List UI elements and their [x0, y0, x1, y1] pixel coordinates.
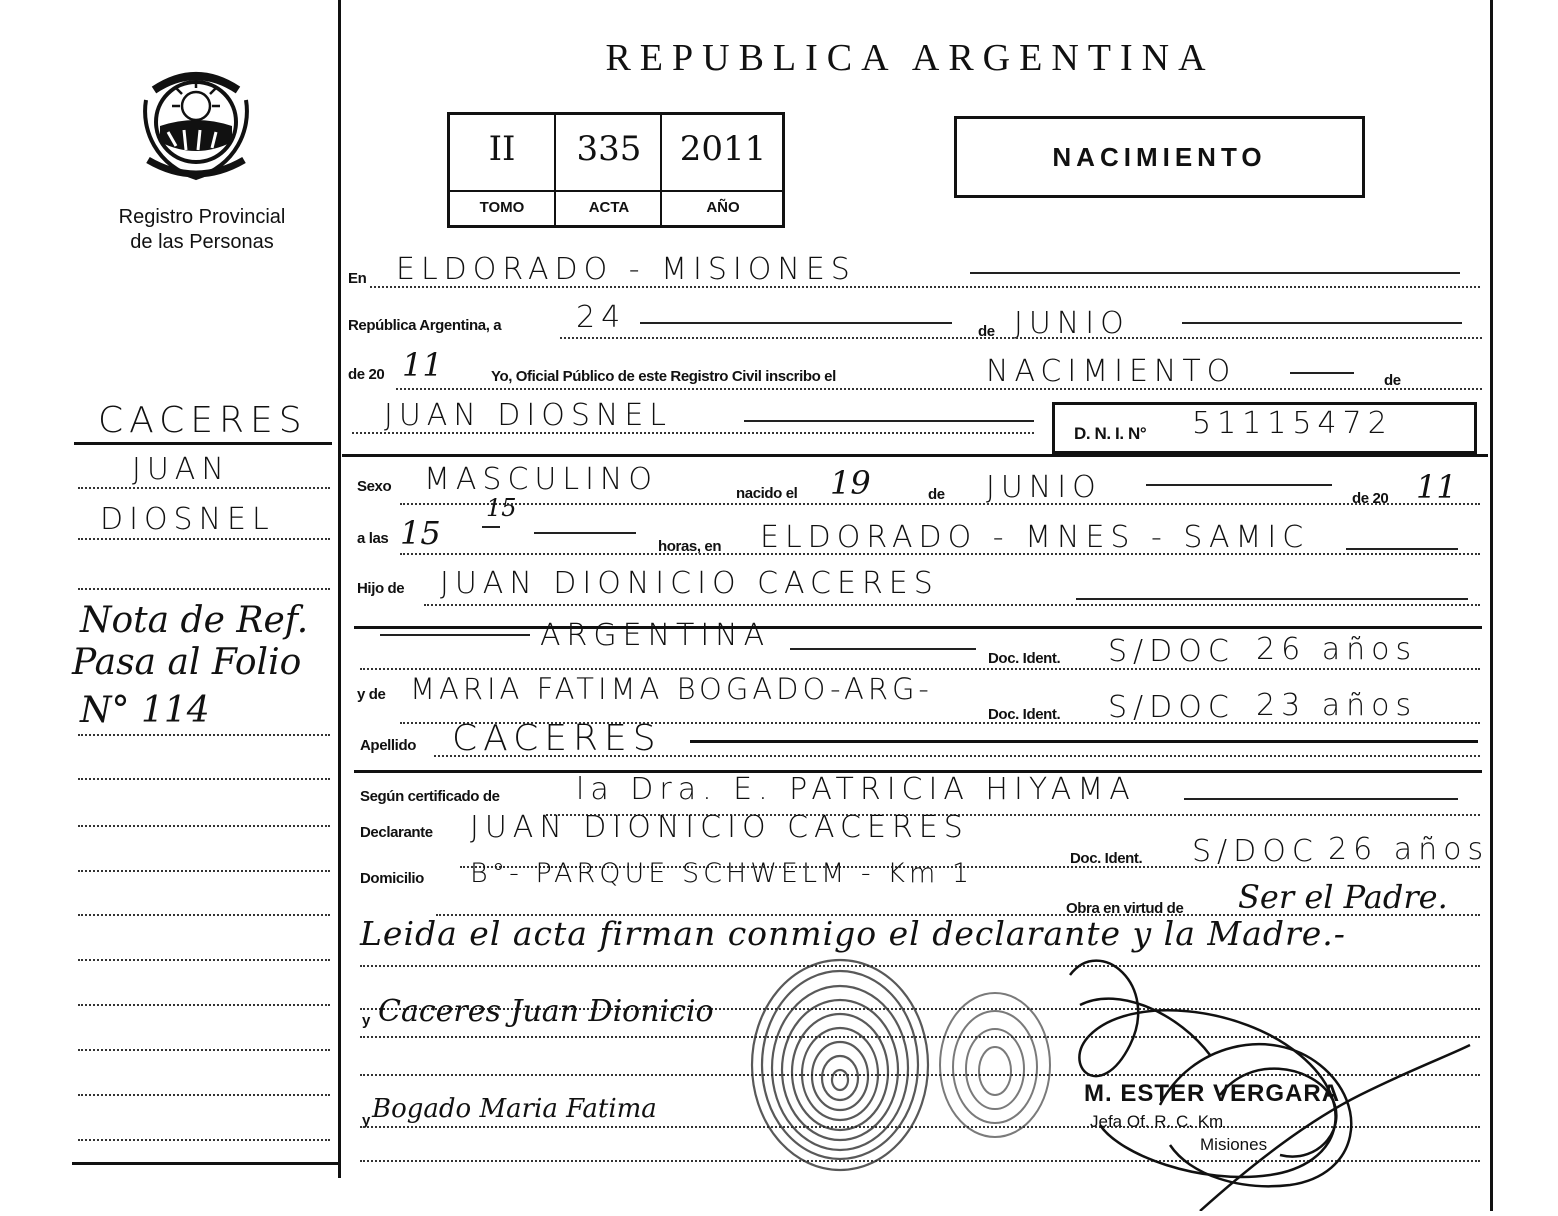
- agency-line-2: de las Personas: [130, 231, 274, 253]
- father-field: JUAN DIONICIO CACERES: [440, 566, 939, 601]
- margin-bottom-rule: [72, 1162, 338, 1165]
- alas-label: a las: [357, 530, 389, 547]
- form-line: [560, 337, 1482, 339]
- signature-mother: Bogado Maria Fatima: [372, 1094, 657, 1124]
- margin-line: [78, 588, 330, 590]
- y-label-1: y: [362, 1012, 370, 1029]
- margin-line: [78, 487, 330, 489]
- fill-stroke: [1182, 322, 1462, 324]
- anio-label: AÑO: [662, 190, 784, 227]
- doc-label-2: Doc. Ident.: [988, 706, 1061, 723]
- form-line: [400, 503, 1480, 505]
- margin-divider: [338, 0, 341, 1178]
- de-label: de: [978, 323, 995, 340]
- hour-field: 15: [400, 514, 441, 552]
- page-edge-rule: [1490, 0, 1493, 1211]
- certifier-field: la Dra. E. PATRICIA HIYAMA: [576, 772, 1136, 807]
- surname-field: CACERES: [452, 718, 662, 759]
- closing-statement: Leida el acta firman conmigo el declarante y la Madre.-: [360, 914, 1346, 953]
- anio-value: 2011: [679, 129, 767, 169]
- dni-field: 51115472: [1192, 406, 1393, 441]
- fill-stroke: [380, 634, 530, 636]
- anio-cell: [660, 115, 784, 225]
- y-label-2: y: [362, 1112, 370, 1129]
- margin-ref-line-3: N° 114: [80, 690, 210, 731]
- coat-of-arms-icon: [136, 60, 256, 185]
- acta-label: ACTA: [556, 190, 662, 227]
- section-rule: [354, 626, 1482, 629]
- form-line: [424, 604, 1480, 606]
- doc-label-3: Doc. Ident.: [1070, 850, 1143, 867]
- form-line: [370, 286, 1480, 288]
- doc-label: Doc. Ident.: [988, 650, 1061, 667]
- margin-ref-line-2: Pasa al Folio: [72, 642, 302, 683]
- form-line: [396, 388, 1482, 390]
- fill-stroke: [1076, 598, 1468, 600]
- horas-label: horas, en: [658, 538, 722, 555]
- margin-line: [78, 1049, 330, 1051]
- margin-line: [78, 538, 330, 540]
- acta-cell: [554, 115, 662, 225]
- fill-stroke: [970, 272, 1460, 274]
- section-rule: [342, 454, 1488, 457]
- margin-divider-line: [74, 442, 332, 445]
- fill-stroke: [1146, 484, 1332, 486]
- child-name-field: JUAN DIOSNEL: [384, 398, 673, 433]
- birth-day-field: 19: [830, 464, 871, 502]
- yde-label: y de: [357, 686, 386, 703]
- stamp-line-2: Jefa Of. R. C. Km: [1090, 1112, 1224, 1131]
- mother-age-field: 23 años: [1256, 688, 1418, 723]
- act-type-box: NACIMIENTO: [954, 116, 1365, 198]
- en-label: En: [348, 270, 367, 287]
- stamp-line-3: Misiones: [1200, 1135, 1268, 1154]
- fill-stroke: [482, 526, 500, 528]
- margin-line: [78, 1139, 330, 1141]
- margin-line: [78, 778, 330, 780]
- fill-stroke: [640, 322, 952, 324]
- sexo-label: Sexo: [357, 478, 392, 495]
- day-field: 24: [576, 300, 627, 335]
- dni-label: D. N. I. N°: [1074, 424, 1147, 443]
- fill-stroke: [1184, 798, 1458, 800]
- birth-month-field: JUNIO: [986, 470, 1102, 505]
- nacido-label: nacido el: [736, 485, 798, 502]
- inscribo-field: NACIMIENTO: [986, 354, 1237, 389]
- agency-line-1: Registro Provincial: [118, 206, 286, 228]
- tomo-label: TOMO: [450, 190, 554, 227]
- declarant-age-field: 26 años: [1328, 832, 1490, 867]
- father-doc-field: S/DOC: [1108, 634, 1235, 669]
- form-line: [400, 553, 1480, 555]
- margin-name-1: JUAN: [132, 452, 230, 487]
- de-label-2: de: [1384, 372, 1401, 389]
- republica-label: República Argentina, a: [348, 317, 502, 334]
- segun-label: Según certificado de: [360, 788, 500, 805]
- month-field: JUNIO: [1014, 306, 1130, 341]
- de20-label-2: de 20: [1352, 490, 1389, 507]
- fill-stroke: [534, 532, 636, 534]
- fill-stroke: [1290, 372, 1354, 374]
- minutes-field: 15: [486, 494, 517, 522]
- country-title: REPUBLICA ARGENTINA: [605, 37, 1215, 79]
- fill-stroke: [690, 740, 1478, 743]
- address-field: B°- PARQUE SCHWELM - Km 1: [470, 858, 974, 889]
- margin-line: [78, 1004, 330, 1006]
- father-age-field: 26 años: [1256, 632, 1418, 667]
- de20-label: de 20: [348, 366, 385, 383]
- margin-line: [78, 734, 330, 736]
- margin-line: [78, 1094, 330, 1096]
- place-field: ELDORADO - MISIONES: [396, 252, 856, 287]
- fill-stroke: [790, 648, 976, 650]
- fingerprint-icon: [740, 950, 940, 1180]
- capacity-field: Ser el Padre.: [1238, 878, 1448, 916]
- margin-ref-line-1: Nota de Ref.: [80, 600, 309, 641]
- declarant-field: JUAN DIONICIO CACERES: [470, 810, 969, 845]
- signature-father: Caceres Juan Dionicio: [378, 994, 714, 1029]
- margin-line: [78, 870, 330, 872]
- year-suffix-field: 11: [402, 346, 443, 384]
- father-nationality-field: ARGENTINA: [540, 618, 771, 653]
- birth-place-field: ELDORADO - MNES - SAMIC: [760, 520, 1310, 555]
- declarant-doc-field: S/DOC: [1192, 834, 1319, 869]
- apellido-label: Apellido: [360, 737, 416, 754]
- tomo-cell: [450, 115, 554, 225]
- margin-line: [78, 959, 330, 961]
- margin-name-2: DIOSNEL: [100, 502, 275, 537]
- declarante-label: Declarante: [360, 824, 433, 841]
- domicilio-label: Domicilio: [360, 870, 424, 887]
- stamp-name: M. ESTER VERGARA: [1084, 1080, 1341, 1107]
- margin-line: [78, 825, 330, 827]
- form-line: [434, 755, 1480, 757]
- tomo-value: II: [488, 129, 516, 169]
- de-label-3: de: [928, 486, 945, 503]
- oficial-label: Yo, Oficial Público de este Registro Civil inscribo el: [491, 368, 836, 385]
- agency-name: [92, 205, 312, 255]
- obra-label: Obra en virtud de: [1066, 900, 1184, 917]
- registration-box: [447, 112, 785, 228]
- hijo-label: Hijo de: [357, 580, 405, 597]
- margin-surname: CACERES: [98, 400, 308, 441]
- fill-stroke: [744, 420, 1034, 422]
- official-stamp: [1040, 945, 1480, 1211]
- margin-line: [78, 914, 330, 916]
- mother-field: MARIA FATIMA BOGADO-ARG-: [410, 672, 933, 706]
- form-line: [360, 668, 1480, 670]
- official-signature-scribble: [1040, 945, 1480, 1211]
- acta-value: 335: [576, 129, 642, 169]
- form-line: [352, 432, 1034, 434]
- fill-stroke: [1346, 548, 1458, 550]
- sex-field: MASCULINO: [424, 462, 658, 497]
- birth-year-field: 11: [1416, 468, 1457, 506]
- mother-doc-field: S/DOC: [1108, 690, 1235, 725]
